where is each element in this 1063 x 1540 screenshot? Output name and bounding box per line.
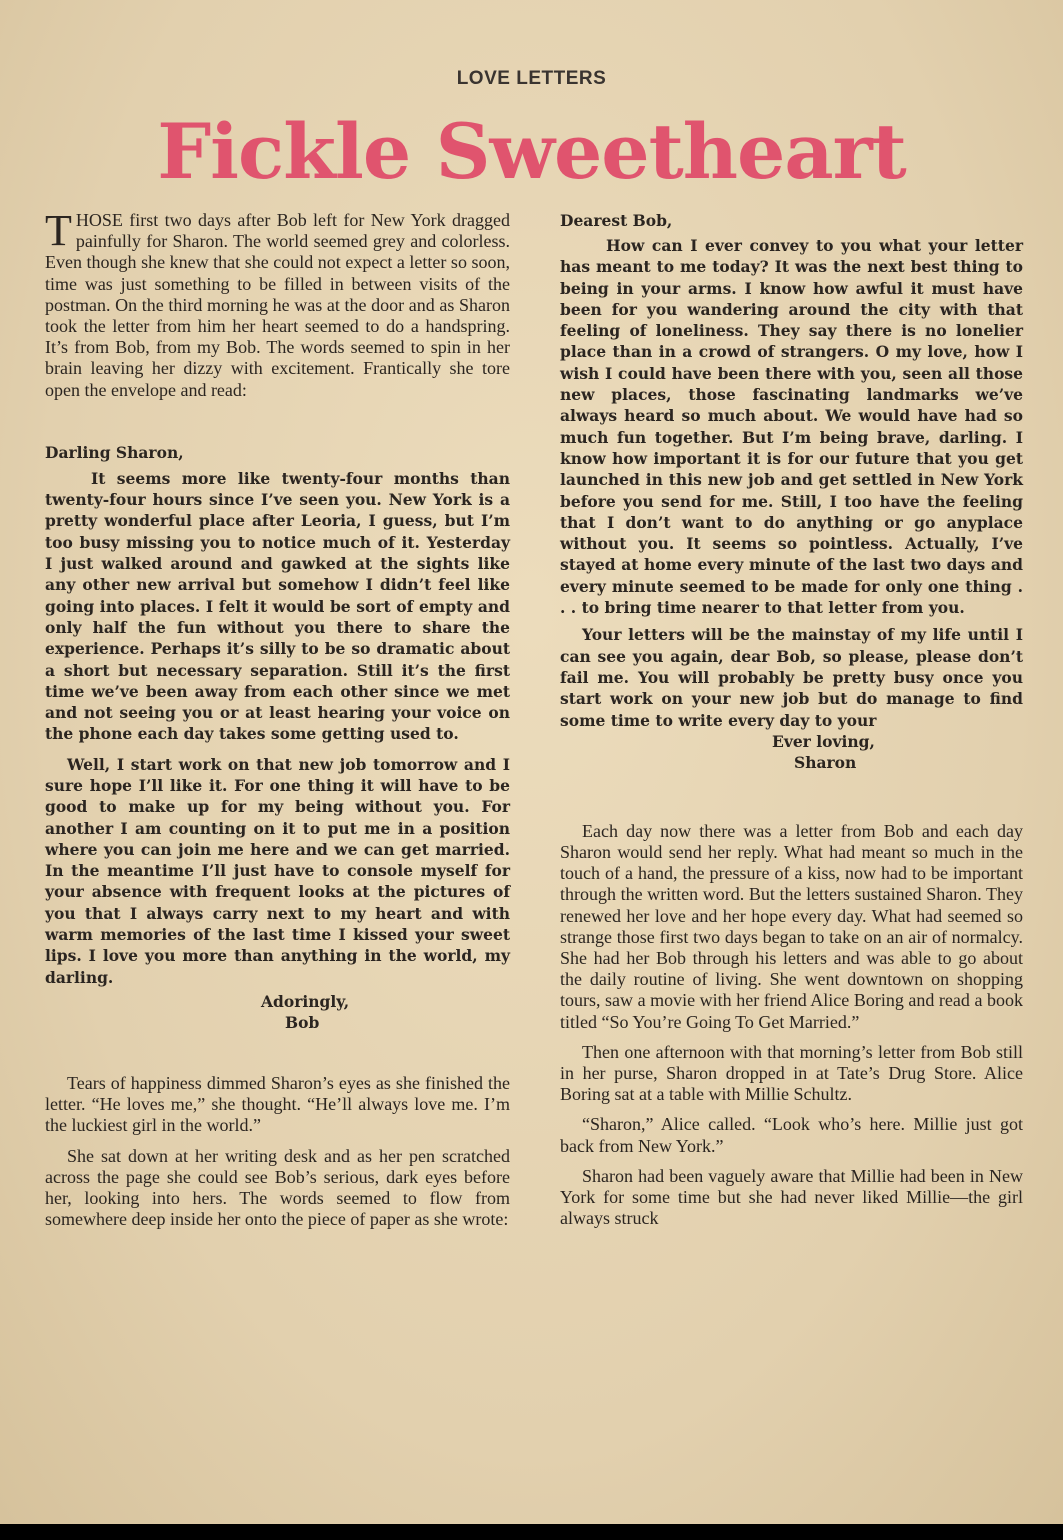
narrative-paragraph: She sat down at her writing desk and as her pen scratched across the page she could see Bob’s serious, dark eyes before her, looking into hers. The words seemed to flow from somewhere deep inside her onto the piece of paper as she wrote: (45, 1145, 510, 1230)
drop-cap: T (45, 206, 72, 255)
left-column (45, 206, 510, 1230)
sharon-letter-paragraph: How can I ever convey to you what your letter has meant to me today? It was the next best thing to being in your arms. I know how awful it must have been for you wandering around the city with that feeling of loneliness. They say there is no lonelier place than in a crowd of strangers. O my love, how I wish I could have been there with you, seen all those new places, those fascinating landmarks we’ve always heard so much about. We would have had so much fun together. But I’m being brave, darling. I know how important it is for our future that you get launched in this new job and get settled in New York before you send for me. Still, I too have the feeling that I don’t want to do anything or go anyplace without you. It seems so pointless. Actually, I’ve stayed at home every minute of the last two days and every minute seemed to be made for only one thing . . . to bring time nearer to that letter from you. (560, 236, 1023, 618)
intro-paragraph (45, 206, 510, 401)
narrative-paragraph: Then one afternoon with that morning’s letter from Bob still in her purse, Sharon dropped in at Tate’s Drug Store. Alice Boring sat at a table with Millie Schultz. (560, 1041, 1023, 1105)
narrative-paragraph: “Sharon,” Alice called. “Look who’s here. Millie just got back from New York.” (560, 1114, 1023, 1156)
right-column (560, 210, 1023, 1229)
sharon-letter-paragraph: Your letters will be the mainstay of my life until I can see you again, dear Bob, so please, please don’t fail me. You will probably be pretty busy once you start work on your new job but do manage to find some time to write every day to your (560, 625, 1023, 730)
sharon-letter-closing: Ever loving, (772, 731, 875, 751)
narrative-paragraph: Tears of happiness dimmed Sharon’s eyes as she finished the letter. “He loves me,” she thought. “He’ll always love me. I’m the luckiest girl in the world.” (45, 1072, 510, 1136)
bob-letter-salutation: Darling Sharon, (45, 442, 184, 462)
bob-letter-signature: Bob (285, 1013, 320, 1033)
narrative-paragraph: Each day now there was a letter from Bob and each day Sharon would send her reply. What had meant so much in the touch of a hand, the pressure of a kiss, now had to be important through the written word. But the letters sustained Sharon. They renewed her love and her hope every day. What had seemed so strange those first two days began to take on an air of normalcy. She had her Bob through his letters and was able to go about the daily routine of living. She went downtown on shopping tours, saw a movie with her friend Alice Boring and read a book titled “So You’re Going To Get Married.” (560, 820, 1023, 1032)
story-title: Fickle Sweetheart (157, 107, 906, 196)
bob-letter-paragraph: It seems more like twenty-four months than twenty-four hours since I’ve seen you. New York is a pretty wonderful place after Leoria, I guess, but I’m too busy missing you to notice much of it. Yesterday I just walked around and gawked at the sights like any other new arrival but somehow I didn’t feel like going into places. I felt it would be sort of empty and only half the fun without you there to share the experience. Perhaps it’s silly to be so dramatic about a short but necessary separation. Still it’s the first time we’ve been away from each other since we met and not seeing you or at least hearing your voice on the phone each day takes some getting used to. (45, 468, 510, 744)
bob-letter-closing: Adoringly, (261, 991, 350, 1011)
bottom-edge-bar (0, 1524, 1063, 1540)
running-head: LOVE LETTERS (456, 68, 607, 89)
sharon-letter-signature: Sharon (794, 753, 857, 773)
sharon-letter-salutation: Dearest Bob, (560, 211, 673, 230)
bob-letter-paragraph: Well, I start work on that new job tomorrow and I sure hope I’ll like it. For one thing it will have to be good to make up for my being without you. For another I am counting on it to put me in a position where you can join me here and we can get married. In the meantime I’ll just have to console myself for your absence with frequent looks at the pictures of you that I always carry next to my heart and with warm memories of the last time I kissed your sweet lips. I love you more than anything in the world, my darling. (45, 754, 510, 987)
narrative-paragraph: Sharon had been vaguely aware that Millie had been in New York for some time but she had never liked Millie—the girl always struck (560, 1165, 1023, 1229)
intro-text: HOSE first two days after Bob left for New York dragged painfully for Sharon. The world seemed grey and colorless. Even though she knew that she could not expect a letter so soon, time was just something to be filled in between visits of the postman. On the third morning he was at the door and as Sharon took the letter from him her heart seemed to do a handspring. It’s from Bob, from my Bob. The words seemed to spin in her brain leaving her dizzy with excitement. Frantically she tore open the envelope and read: (45, 210, 510, 400)
